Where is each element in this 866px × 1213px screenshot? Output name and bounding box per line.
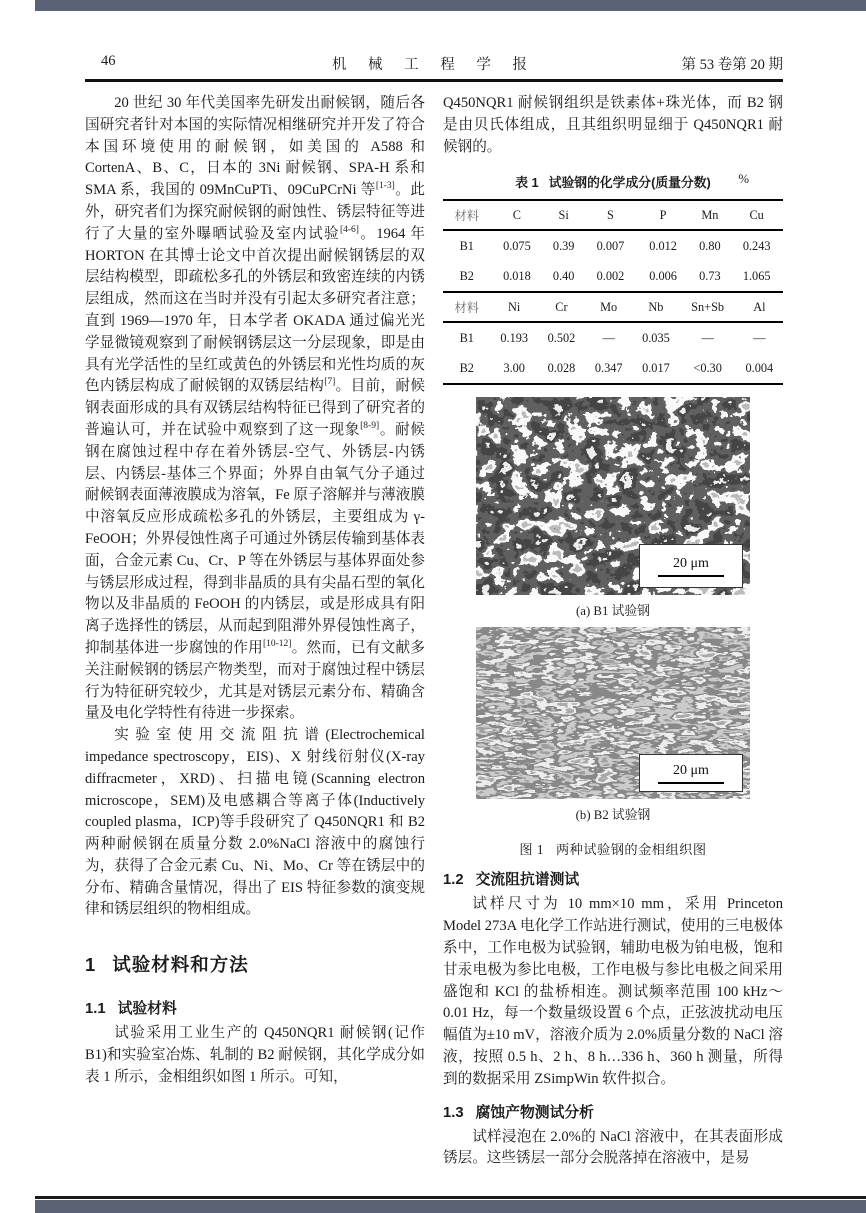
section-1-number: 1 — [85, 954, 97, 976]
table-cell: 0.73 — [699, 269, 721, 284]
figure-1-label: 图 1 — [519, 842, 544, 858]
chem-table-block-2 — [443, 291, 783, 385]
table-cell: <0.30 — [693, 361, 722, 376]
table-header-cell: Ni — [491, 292, 538, 322]
bottom-border-bar — [35, 1200, 866, 1213]
table-header-cell: Al — [736, 292, 783, 322]
issue-label: 第 53 卷第 20 期 — [681, 57, 783, 73]
chem-table-block-1 — [443, 199, 783, 291]
table-cell: 0.006 — [649, 269, 677, 284]
table-header-cell: S — [584, 200, 637, 230]
table-header-cell: 材料 — [443, 200, 491, 230]
table-cell: B2 — [459, 269, 474, 284]
table-cell: B1 — [459, 331, 474, 346]
table-header-cell: Nb — [632, 292, 679, 322]
journal-title: 机 械 工 程 学 报 — [331, 57, 537, 73]
section-1-1-heading — [85, 997, 425, 1018]
table-cell: 0.193 — [500, 331, 529, 346]
table-header-cell: 材料 — [443, 292, 491, 322]
paragraph-eis: 试样尺寸为 10 mm×10 mm，采用 Princeton Model 273A 电化学工作站进行测试，使用的三电极体系中，工作电极为试验钢，辅助电极为铂电极，饱和甘汞电极为参比电极，工作电极与参比电极之间采用盛饱和 KCl 的盐桥相连。测试频率范围 100 kHz～0.01 Hz，每一个数量级设置 6 个点，正弦波扰动电压幅值为±10 mV，溶液介质为 2.0%质量分数的 NaCl 溶液，按照 0.5 h、2 h、8 h…336 h、360 h 测量，所得到的数据采用 ZSimpWin 软件拟合。 — [443, 896, 783, 1087]
table-header-row — [443, 200, 783, 230]
section-1-2-number: 1.2 — [443, 872, 464, 889]
table-cell: 0.502 — [547, 331, 576, 346]
table-header-cell: Cr — [538, 292, 585, 322]
table-1-unit: % — [738, 172, 749, 187]
page-number: 46 — [101, 53, 116, 69]
figure-1-caption — [443, 839, 783, 858]
table-cell: B1 — [459, 239, 474, 254]
table-cell: 0.017 — [642, 361, 670, 376]
paragraph-corrosion: 试样浸泡在 2.0%的 NaCl 溶液中，在其表面形成锈层。这些锈层一部分会脱落掉在溶液中，是易 — [443, 1128, 783, 1167]
table-cell: 0.035 — [642, 331, 670, 346]
scale-bar-b2-line — [658, 782, 724, 784]
section-1-heading — [85, 951, 425, 977]
section-1-1-title: 试验材料 — [117, 1001, 177, 1018]
subcaption-a: (a) B1 试验钢 — [576, 604, 650, 619]
table-cell: B2 — [459, 361, 474, 376]
table-cell: 0.40 — [552, 269, 575, 284]
table-cell: 3.00 — [503, 361, 525, 376]
two-column-content — [85, 93, 783, 1170]
table-cell: 0.028 — [547, 361, 576, 376]
left-column — [85, 93, 425, 1170]
section-1-3-title: 腐蚀产物测试分析 — [475, 1104, 594, 1121]
section-1-3-number: 1.3 — [443, 1104, 464, 1121]
table-cell: — — [701, 331, 714, 346]
table-row — [443, 261, 783, 291]
right-column — [443, 93, 783, 1170]
table-cell: 0.018 — [503, 269, 531, 284]
table-row — [443, 353, 783, 384]
table-cell: 0.002 — [596, 269, 625, 284]
micrograph-b1 — [476, 397, 750, 595]
table-header-row — [443, 292, 783, 322]
figure-1 — [443, 397, 783, 858]
table-cell: 0.075 — [503, 239, 531, 254]
figure-1-caption-text: 两种试验钢的金相组织图 — [556, 842, 707, 858]
section-1-2-title: 交流阻抗谱测试 — [475, 872, 580, 889]
chem-table — [443, 199, 783, 385]
paragraph-intro: 20 世纪 30 年代美国率先研发出耐候钢，随后各国研究者针对本国的实际情况相继研究并开发了符合本国环境使用的耐候钢，如美国的 A588 和 CortenA、B、C，日本的 3Ni 耐候钢、SPA-H 系和 SMA 系，我国的 09MnCuPTi、09CuPCrNi 等[1-3]。此外，研究者们为探究耐候钢的耐蚀性、锈层特征等进行了大量的室外曝晒试验及室内试验[4-6]。1964 年 HORTON 在其博士论文中首次提出耐候钢锈层的双层结构模型，即疏松多孔的外锈层和致密连续的内锈层组成，然而这在当时并没有引起太多研究者注意；直到 1969—1970 年，日本学者 OKADA 通过偏光光学显微镜观察到了耐候钢锈层这一分层现象，即是由具有光学活性的呈红或黄色的外锈层和光性均质的灰色内锈层构成了耐候钢的双锈层结构[7]。目前，耐候钢表面形成的具有双锈层结构特征已得到了研究者的普遍认可，并在试验中观察到了这一现象[8-9]。耐候钢在腐蚀过程中存在着外锈层-空气、外锈层-内锈层、内锈层-基体三个界面；外界自由氧气分子通过耐候钢表面薄液膜成为溶氧，Fe 原子溶解并与薄液膜中溶氧反应形成疏松多孔的外锈层，主要组成为 γ-FeOOH；外界侵蚀性离子可通过外锈层传输到基体表面，合金元素 Cu、Cr、P 等在外锈层与基体界面处参与锈层形成过程，得到非晶质的具有尖晶石型的氧化物以及非晶质的 FeOOH 的内锈层，或是形成具有阳离子选择性的锈层，从而起到阻滞外界侵蚀性离子，抑制基体进一步腐蚀的作用[10-12]。然而，已有文献多关注耐候钢的锈层产物类型，而对于腐蚀过程中锈层行为特征研究较少，尤其是对锈层元素分布、精确含量及电化学特性有待进一步探索。 — [85, 95, 425, 722]
table-header-cell: Sn+Sb — [680, 292, 736, 322]
scale-bar-b1-line — [658, 575, 724, 577]
top-border-bar — [35, 0, 866, 11]
table-header-cell: Cu — [730, 200, 783, 230]
scale-bar-b2 — [639, 754, 743, 792]
table-header-cell: Mo — [585, 292, 632, 322]
table-row — [443, 322, 783, 353]
subcaption-b: (b) B2 试验钢 — [575, 808, 651, 823]
table-cell: 0.012 — [649, 239, 677, 254]
table-row — [443, 230, 783, 261]
table-header-cell: P — [637, 200, 690, 230]
table-header-cell: Si — [543, 200, 584, 230]
section-1-1-number: 1.1 — [85, 1001, 106, 1018]
table-cell: 0.39 — [552, 239, 575, 254]
micrograph-b2 — [476, 627, 750, 799]
table-cell: — — [753, 331, 766, 346]
table-cell: 0.007 — [596, 239, 625, 254]
page-header — [85, 53, 783, 75]
table-1-caption: 试验钢的化学成分(质量分数) — [548, 175, 711, 191]
paragraph-materials: 试验采用工业生产的 Q450NQR1 耐候钢(记作 B1)和实验室冶炼、轧制的 B2 耐候钢，其化学成分如表 1 所示，金相组织如图 1 所示。可知， — [85, 1025, 425, 1085]
paragraph-materials-continued: Q450NQR1 耐候钢组织是铁素体+珠光体，而 B2 钢是由贝氏体组成，且其组织明显细于 Q450NQR1 耐候钢的。 — [443, 95, 783, 155]
table-cell: 0.243 — [742, 239, 771, 254]
scale-bar-b1-label: 20 μm — [673, 555, 709, 571]
section-1-title: 试验材料和方法 — [112, 954, 249, 976]
section-1-3-heading — [443, 1101, 783, 1122]
section-1-2-heading — [443, 868, 783, 889]
header-rule — [85, 79, 783, 82]
table-header-cell: C — [491, 200, 544, 230]
table-1-title — [443, 172, 783, 191]
table-header-cell: Mn — [689, 200, 730, 230]
scale-bar-b1 — [639, 544, 743, 588]
table-cell: 1.065 — [742, 269, 771, 284]
table-cell: 0.347 — [594, 361, 623, 376]
table-cell: — — [602, 331, 615, 346]
bottom-rule — [35, 1196, 866, 1199]
table-cell: 0.004 — [745, 361, 774, 376]
paragraph-methods: 实验室使用交流阻抗谱(Electrochemical impedance spectroscopy，EIS)、X 射线衍射仪(X-ray diffracmeter，XRD)、扫描电镜(Scanning electron microscope，SEM)及电感耦合等离子体(Inductively coupled plasma，ICP)等手段研究了 Q450NQR1 和 B2 两种耐候钢在质量分数 2.0%NaCl 溶液中的腐蚀行为，获得了合金元素 Cu、Ni、Mo、Cr 等在锈层中的分布、精确含量情况，得出了 EIS 特征参数的演变规律和锈层组织的物相组成。 — [85, 727, 425, 918]
scale-bar-b2-label: 20 μm — [673, 762, 709, 778]
table-1-label: 表 1 — [515, 175, 539, 191]
table-cell: 0.80 — [699, 239, 721, 254]
